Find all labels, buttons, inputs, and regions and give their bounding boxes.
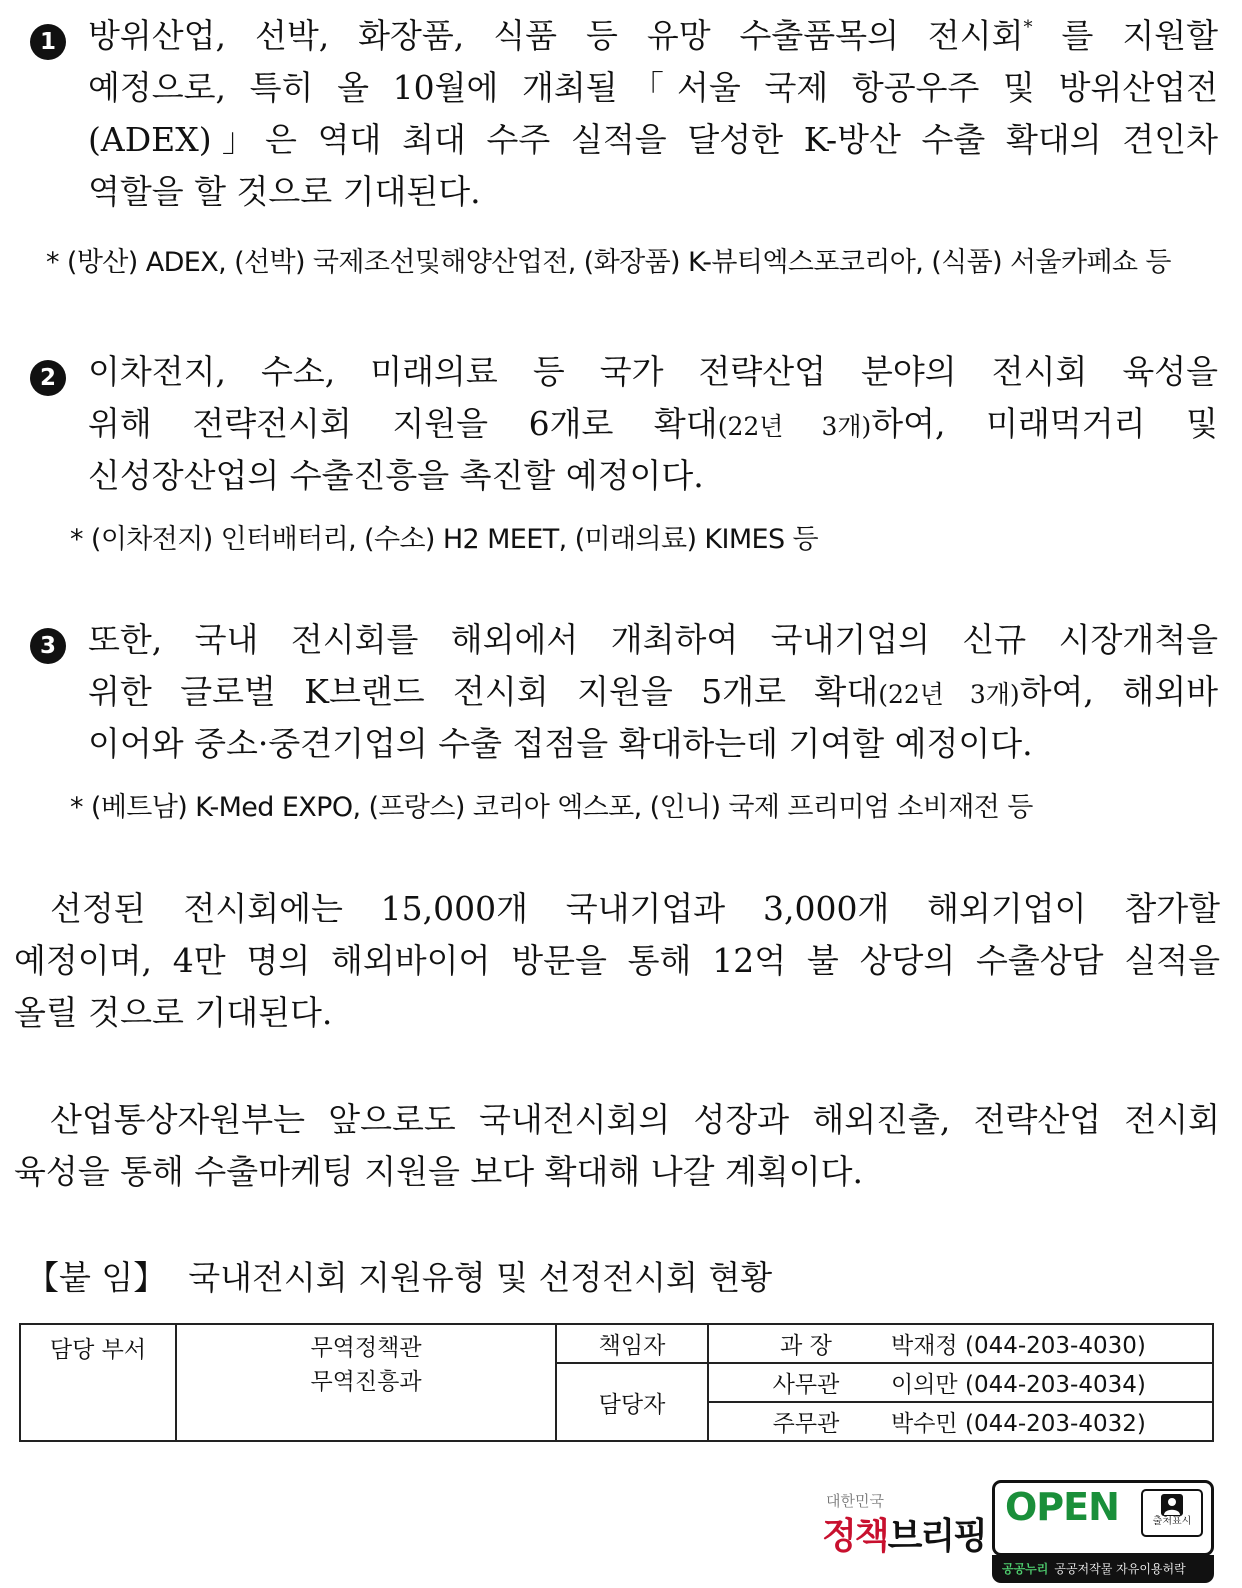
paragraph-1-line-3: 올릴 것으로 기대된다. [14,993,333,1032]
item-3-line-2: 위한 글로벌 K브랜드 전시회 지원을 5개로 확대(22년 3개)하여, 해외바 [88,672,1218,711]
attachment-heading [26,1255,772,1301]
person-cell-3: 주무관 박수민 (044-203-4032) [708,1402,1213,1441]
footnote-1: * (방산) ADEX, (선박) 국제조선및해양산업전, (화장품) K-뷰티엑스포코리아, (식품) 서울카페쇼 등 [46,247,1171,278]
item-1-line-1: 방위산업, 선박, 화장품, 식품 등 유망 수출품목의 전시회* 를 지원할 [88,16,1218,55]
item-2-line-1: 이차전지, 수소, 미래의료 등 국가 전략산업 분야의 전시회 육성을 [88,352,1218,391]
dept-cell [176,1324,556,1441]
item-3-line-3: 이어와 중소·중견기업의 수출 접점을 확대하는데 기여할 예정이다. [88,724,1033,763]
attribution-badge: 출처표시 [1141,1489,1203,1537]
person-cell-1: 과 장 박재정 (044-203-4030) [708,1324,1213,1363]
dept-line-1: 무역정책관 [310,1335,422,1361]
paragraph-1-line-1: 선정된 전시회에는 15,000개 국내기업과 3,000개 해외기업이 참가할 [50,889,1220,928]
paragraph-2-line-2: 육성을 통해 수출마케팅 지원을 보다 확대해 나갈 계획이다. [14,1152,863,1191]
bullet-item-1-body [88,10,1218,218]
contact-row-head [20,1324,1213,1363]
paragraph-2-line-1: 산업통상자원부는 앞으로도 국내전시회의 성장과 해외진출, 전략산업 전시회 [50,1100,1220,1139]
paragraph-1-line-2: 예정이며, 4만 명의 해외바이어 방문을 통해 12억 불 상당의 수출상담 실적을 [14,941,1220,980]
circled-number-1: 1 [30,24,66,60]
role-head-cell: 책임자 [556,1324,708,1363]
footnote-2: * (이차전지) 인터배터리, (수소) H2 MEET, (미래의료) KIMES 등 [70,524,818,555]
item-2-line-2: 위해 전략전시회 지원을 6개로 확대(22년 3개)하여, 미래먹거리 및 [88,404,1218,443]
circled-number-2: 2 [30,360,66,396]
open-wordmark: OPEN [1005,1485,1119,1529]
attachment-label: 【붙 임】 [26,1258,167,1297]
item-1-line-4: 역할을 할 것으로 기대된다. [88,172,481,211]
item-1-line-3: (ADEX)」은 역대 최대 수주 실적을 달성한 K-방산 수출 확대의 견인차 [88,120,1218,159]
person-cell-2: 사무관 이의만 (044-203-4034) [708,1363,1213,1402]
footnote-3: * (베트남) K-Med EXPO, (프랑스) 코리아 엑스포, (인니) 국제 프리미엄 소비재전 등 [70,792,1033,823]
dept-label-cell: 담당 부서 [20,1324,176,1441]
item-3-line-1: 또한, 국내 전시회를 해외에서 개최하여 국내기업의 신규 시장개척을 [88,620,1218,659]
item-1-line-2: 예정으로, 특히 올 10월에 개최될「서울 국제 항공우주 및 방위산업전 [88,68,1218,107]
kogl-footer: 공공누리 공공저작물 자유이용허락 [992,1555,1214,1583]
policy-briefing-logo: 대한민국 정책브리핑 [822,1492,986,1557]
paragraph-expected-results [14,883,1220,1039]
role-staff-cell: 담당자 [556,1363,708,1441]
item-2-line-3: 신성장산업의 수출진흥을 촉진할 예정이다. [88,456,704,495]
person-icon [1161,1494,1183,1516]
attachment-title: 국내전시회 지원유형 및 선정전시회 현황 [188,1258,773,1297]
circled-number-3: 3 [30,628,66,664]
contact-table [19,1323,1214,1442]
bullet-item-2-body [88,346,1218,502]
paragraph-future-plan [14,1094,1220,1198]
bullet-item-3-body [88,614,1218,770]
kogl-open-license-logo [992,1480,1214,1576]
dept-line-2: 무역진흥과 [310,1369,422,1395]
